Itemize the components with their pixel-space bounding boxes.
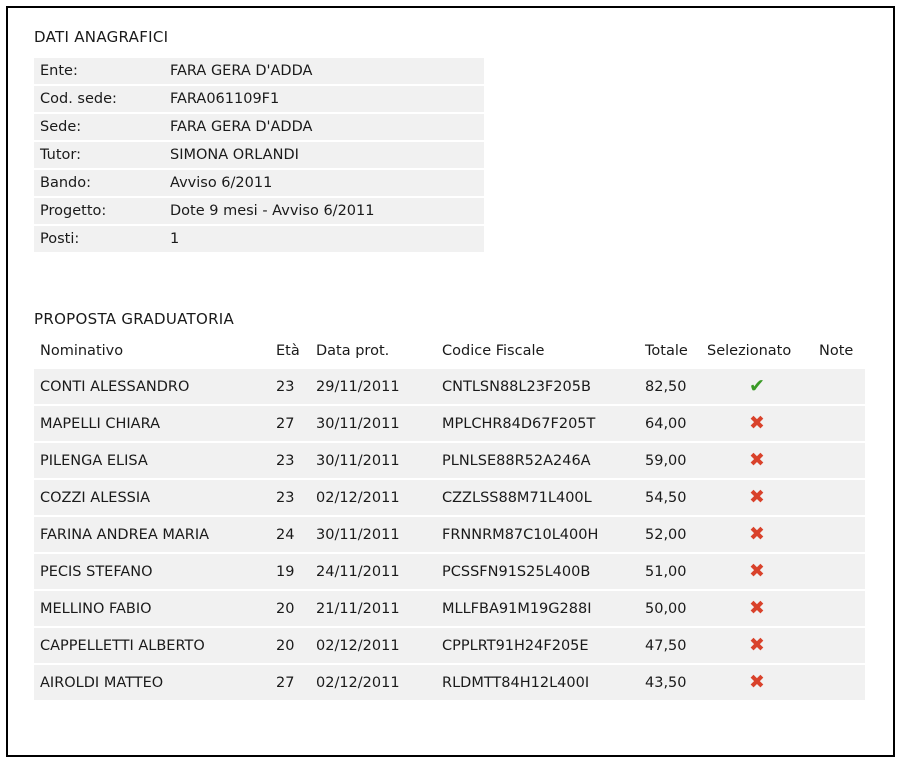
table-row [34,665,865,700]
cell-totale: 43,50 [639,665,701,700]
table-row [34,480,865,515]
cell-data-prot: 30/11/2011 [310,517,436,552]
table-row [34,554,865,589]
cell-codice-fiscale: PCSSFN91S25L400B [436,554,639,589]
cell-totale: 47,50 [639,628,701,663]
anagrafica-table-body [34,58,484,252]
cell-totale: 51,00 [639,554,701,589]
table-header-row [34,340,865,367]
cell-totale: 59,00 [639,443,701,478]
table-row [34,114,484,140]
cell-totale: 82,50 [639,369,701,404]
anagrafica-value: 1 [162,226,484,252]
cell-nominativo: FARINA ANDREA MARIA [34,517,270,552]
cell-note [813,517,865,552]
cell-selezionato [701,443,813,478]
cell-eta: 20 [270,591,310,626]
cell-nominativo: COZZI ALESSIA [34,480,270,515]
cell-eta: 27 [270,665,310,700]
graduatoria-table-body [34,369,865,700]
cell-codice-fiscale: MLLFBA91M19G288I [436,591,639,626]
cell-note [813,665,865,700]
table-row [34,198,484,224]
anagrafica-value: FARA GERA D'ADDA [162,114,484,140]
cross-mark-icon: ✖ [749,523,765,545]
cell-codice-fiscale: CNTLSN88L23F205B [436,369,639,404]
table-row [34,58,484,84]
cell-nominativo: CAPPELLETTI ALBERTO [34,628,270,663]
cell-eta: 23 [270,369,310,404]
cell-selezionato [701,591,813,626]
anagrafica-label: Posti: [34,226,162,252]
cell-eta: 27 [270,406,310,441]
cross-mark-icon: ✖ [749,486,765,508]
cell-selezionato [701,480,813,515]
column-header-note: Note [813,340,865,367]
cell-nominativo: MELLINO FABIO [34,591,270,626]
section-spacer [34,254,867,310]
cell-codice-fiscale: FRNNRM87C10L400H [436,517,639,552]
table-row [34,226,484,252]
graduatoria-table-head [34,340,865,367]
table-row [34,369,865,404]
column-header-codice-fiscale: Codice Fiscale [436,340,639,367]
cell-codice-fiscale: RLDMTT84H12L400I [436,665,639,700]
cell-codice-fiscale: CZZLSS88M71L400L [436,480,639,515]
cell-data-prot: 30/11/2011 [310,443,436,478]
cell-selezionato [701,665,813,700]
cell-note [813,443,865,478]
table-row [34,591,865,626]
anagrafica-value: Dote 9 mesi - Avviso 6/2011 [162,198,484,224]
anagrafica-value: FARA GERA D'ADDA [162,58,484,84]
cross-mark-icon: ✖ [749,560,765,582]
cell-data-prot: 29/11/2011 [310,369,436,404]
cell-eta: 19 [270,554,310,589]
anagrafica-label: Ente: [34,58,162,84]
cell-totale: 50,00 [639,591,701,626]
cross-mark-icon: ✖ [749,671,765,693]
document-content [34,28,867,702]
column-header-totale: Totale [639,340,701,367]
cell-data-prot: 30/11/2011 [310,406,436,441]
graduatoria-table [34,338,865,702]
cross-mark-icon: ✖ [749,634,765,656]
cross-mark-icon: ✖ [749,449,765,471]
graduatoria-section-title: PROPOSTA GRADUATORIA [34,310,235,328]
cell-note [813,591,865,626]
cell-eta: 23 [270,443,310,478]
cell-nominativo: PECIS STEFANO [34,554,270,589]
document-border [6,6,895,757]
anagrafica-label: Bando: [34,170,162,196]
column-header-nominativo: Nominativo [34,340,270,367]
anagrafica-value: SIMONA ORLANDI [162,142,484,168]
check-mark-icon: ✔ [749,375,765,397]
cell-totale: 64,00 [639,406,701,441]
cell-selezionato [701,554,813,589]
cell-codice-fiscale: CPPLRT91H24F205E [436,628,639,663]
cell-data-prot: 02/12/2011 [310,665,436,700]
cross-mark-icon: ✖ [749,597,765,619]
cell-note [813,369,865,404]
cell-eta: 24 [270,517,310,552]
table-row [34,443,865,478]
anagrafica-value: Avviso 6/2011 [162,170,484,196]
anagrafica-section-title: DATI ANAGRAFICI [34,28,169,46]
cell-selezionato [701,517,813,552]
cell-note [813,554,865,589]
cell-nominativo: CONTI ALESSANDRO [34,369,270,404]
cell-codice-fiscale: PLNLSE88R52A246A [436,443,639,478]
anagrafica-value: FARA061109F1 [162,86,484,112]
cross-mark-icon: ✖ [749,412,765,434]
cell-data-prot: 02/12/2011 [310,628,436,663]
cell-selezionato [701,369,813,404]
cell-note [813,628,865,663]
cell-note [813,480,865,515]
anagrafica-label: Sede: [34,114,162,140]
table-row [34,86,484,112]
table-row [34,170,484,196]
cell-note [813,406,865,441]
cell-totale: 54,50 [639,480,701,515]
anagrafica-label: Tutor: [34,142,162,168]
table-row [34,142,484,168]
cell-totale: 52,00 [639,517,701,552]
table-row [34,517,865,552]
anagrafica-label: Progetto: [34,198,162,224]
cell-data-prot: 24/11/2011 [310,554,436,589]
column-header-eta: Età [270,340,310,367]
column-header-selezionato: Selezionato [701,340,813,367]
cell-selezionato [701,628,813,663]
cell-selezionato [701,406,813,441]
cell-nominativo: PILENGA ELISA [34,443,270,478]
table-row [34,406,865,441]
cell-nominativo: AIROLDI MATTEO [34,665,270,700]
cell-eta: 20 [270,628,310,663]
cell-data-prot: 21/11/2011 [310,591,436,626]
column-header-data-prot: Data prot. [310,340,436,367]
table-row [34,628,865,663]
cell-codice-fiscale: MPLCHR84D67F205T [436,406,639,441]
anagrafica-label: Cod. sede: [34,86,162,112]
cell-data-prot: 02/12/2011 [310,480,436,515]
anagrafica-table [34,56,484,254]
cell-eta: 23 [270,480,310,515]
cell-nominativo: MAPELLI CHIARA [34,406,270,441]
